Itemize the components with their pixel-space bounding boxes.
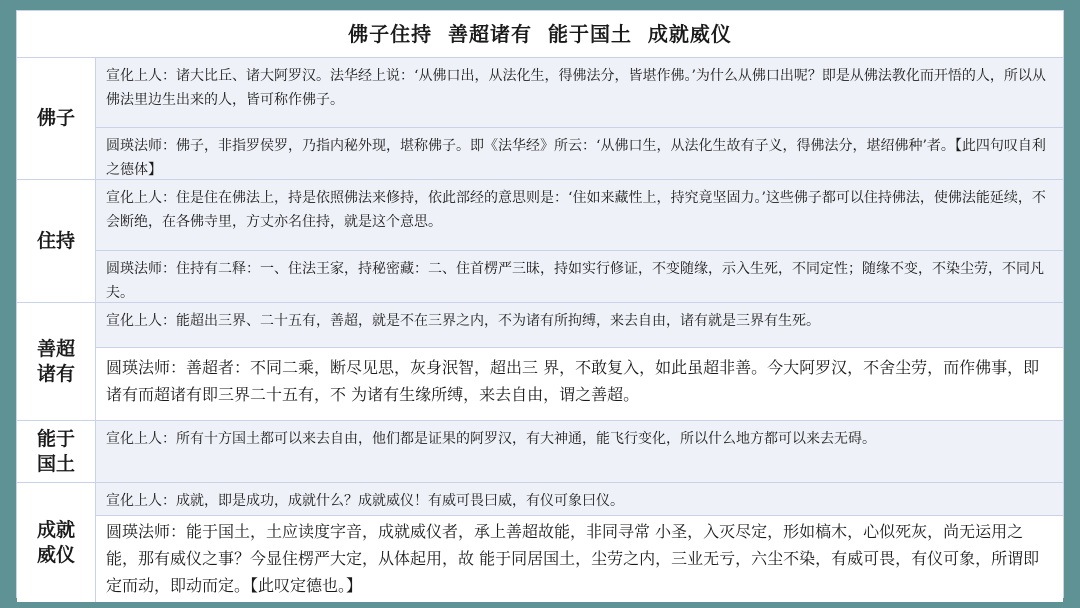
entry-xuanhua: 宣化上人：住是住在佛法上，持是依照佛法来修持，依此部经的意思则是：‘住如来藏性上，持究竟坚固力。’这些佛子都可以住持佛法，使佛法能延续，不会断绝，在各佛寺里，方丈亦名住持，就是这个意思。	[96, 180, 1063, 250]
row-heading	[17, 58, 96, 179]
entry-yuanying: 圆瑛法师：善超者：不同二乘，断尽见思，灰身泯智，超出三 界，不敢复入，如此虽超非善。今大阿罗汉，不舍尘劳，而作佛事，即诸有而超诸有即三界二十五有，不 为诸有生缘所缚，来去自由，谓之善超。	[96, 347, 1063, 420]
row-heading	[17, 421, 96, 482]
row-chengjiu	[17, 483, 1063, 602]
row-nengyu	[17, 421, 1063, 483]
row-shanchao	[17, 303, 1063, 421]
entry-yuanying: 圆瑛法师：佛子，非指罗侯罗，乃指内秘外现，堪称佛子。即《法华经》所云：‘从佛口生，从法化生故有子义，得佛法分，堪绍佛种’者。【此四句叹自利之德体】	[96, 127, 1063, 179]
row-heading-text: 善超诸有	[36, 337, 75, 385]
row-heading	[17, 303, 96, 420]
row-entries	[96, 483, 1063, 602]
row-heading-text: 成就威仪	[36, 518, 75, 566]
entry-xuanhua: 宣化上人：成就，即是成功，成就什么？成就威仪！有威可畏曰威，有仪可象曰仪。	[96, 483, 1063, 515]
row-heading	[17, 180, 96, 302]
row-zhuchi	[17, 180, 1063, 303]
row-entries	[96, 58, 1063, 179]
row-entries	[96, 180, 1063, 302]
quote-table	[16, 10, 1064, 598]
entry-xuanhua: 宣化上人：诸大比丘、诸大阿罗汉。法华经上说：‘从佛口出，从法化生，得佛法分，皆堪作佛。’为什么从佛口出呢？即是从佛法教化而开悟的人，所以从佛法里边生出来的人，皆可称作佛子。	[96, 58, 1063, 127]
row-heading-text: 佛子	[36, 107, 75, 129]
entry-xuanhua: 宣化上人：能超出三界、二十五有，善超，就是不在三界之内，不为诸有所拘缚，来去自由，诸有就是三界有生死。	[96, 303, 1063, 347]
row-entries	[96, 303, 1063, 420]
row-heading-text: 住持	[36, 229, 75, 252]
table-title: 佛子住持 善超诸有 能于国土 成就威仪	[17, 11, 1063, 58]
entry-yuanying: 圆瑛法师：能于国土，土应读度字音，成就威仪者，承上善超故能，非同寻常 小圣，入灭尽定，形如槁木，心似死灰，尚无运用之能，那有威仪之事？今显住楞严大定，从体起用，故 能于同居国土，尘劳之内，三业无亏，六尘不染，有威可畏，有仪可象，所谓即定而动，即动而定。【此叹定德也。】	[96, 515, 1063, 602]
row-entries	[96, 421, 1063, 482]
row-heading	[17, 483, 96, 602]
row-fozi	[17, 58, 1063, 180]
entry-yuanying: 圆瑛法师：住持有二释：一、住法王家，持秘密藏：二、住首楞严三昧，持如实行修证，不变随缘，示入生死，不同定性；随缘不变，不染尘劳，不同凡夫。	[96, 250, 1063, 302]
entry-xuanhua: 宣化上人：所有十方国土都可以来去自由，他们都是证果的阿罗汉，有大神通，能飞行变化，所以什么地方都可以来去无碍。	[96, 421, 1063, 482]
row-heading-text: 能于国土	[36, 427, 75, 475]
